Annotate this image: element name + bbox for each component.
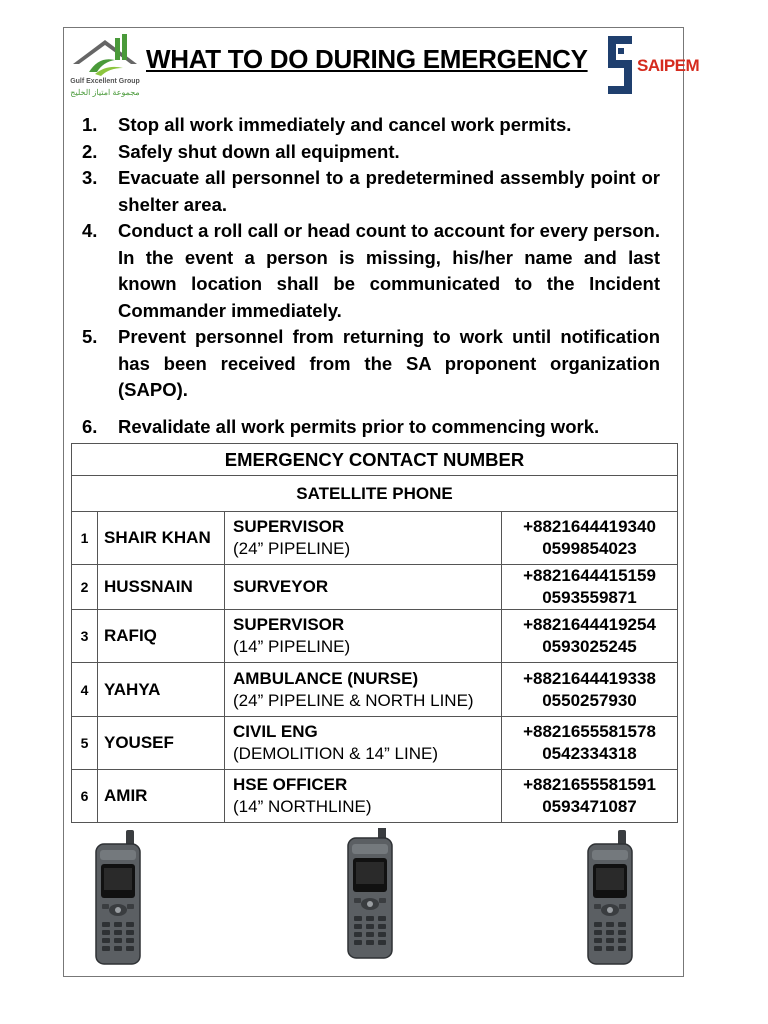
saipem-mark-icon	[606, 34, 634, 96]
emergency-steps	[82, 112, 660, 440]
step-item	[82, 324, 660, 404]
gulf-excellent-logo	[67, 34, 143, 100]
step-text: Safely shut down all equipment.	[118, 140, 400, 162]
contact-phones	[502, 717, 678, 770]
step-text: Revalidate all work permits prior to commencing work.	[118, 415, 600, 437]
mobile-number: 0550257930	[542, 690, 637, 710]
contact-name: SHAIR KHAN	[98, 512, 225, 565]
contact-role	[225, 717, 502, 770]
step-number: 4.	[82, 220, 98, 241]
step-number: 3.	[82, 167, 98, 188]
row-number: 3	[72, 610, 98, 663]
role-detail: (14” PIPELINE)	[233, 637, 351, 656]
contact-phones	[502, 610, 678, 663]
step-text: Conduct a roll call or head count to account for every person. In the event a person is missing, his/her name and last known location shall be communicated to the Incident Commander immediately.	[118, 220, 660, 321]
step-item	[82, 139, 660, 166]
role-title: AMBULANCE (NURSE)	[233, 668, 419, 688]
mobile-number: 0542334318	[542, 744, 637, 763]
step-item	[82, 165, 660, 218]
step-text: Evacuate all personnel to a predetermined assembly point or shelter area.	[118, 167, 660, 215]
table-row	[72, 663, 678, 717]
role-title: SUPERVISOR	[233, 615, 345, 634]
contact-role	[225, 663, 502, 717]
contact-phones	[502, 512, 678, 565]
page-title: WHAT TO DO DURING EMERGENCY	[146, 44, 588, 74]
saipem-wordmark: SAIPEM	[637, 56, 700, 75]
satellite-phone-icon	[96, 830, 140, 964]
table-row	[72, 717, 678, 770]
contact-name: HUSSNAIN	[98, 565, 225, 610]
mobile-number: 0599854023	[542, 539, 637, 558]
contact-name: YOUSEF	[98, 717, 225, 770]
step-number: 6.	[82, 415, 98, 437]
row-number: 6	[72, 770, 98, 823]
gulf-logo-caption-ar: مجموعة امتياز الخليج	[70, 88, 140, 97]
sat-phone-number: +8821644415159	[523, 566, 656, 585]
contact-name: YAHYA	[98, 663, 225, 717]
emergency-contact-table	[71, 443, 678, 823]
satellite-phone-illustrations	[0, 828, 768, 968]
step-number: 1.	[82, 114, 98, 135]
role-detail: (14” NORTHLINE)	[233, 797, 372, 816]
step-number: 2.	[82, 140, 98, 162]
row-number: 1	[72, 512, 98, 565]
table-row	[72, 565, 678, 610]
contact-role	[225, 565, 502, 610]
row-number: 5	[72, 717, 98, 770]
sat-phone-number: +8821644419340	[523, 517, 656, 536]
table-row	[72, 610, 678, 663]
step-item	[82, 112, 660, 139]
step-item	[82, 414, 660, 441]
step-text: Prevent personnel from returning to work until notification has been received from the SA proponent organization (SAPO).	[118, 326, 660, 400]
sat-phone-number: +8821644419254	[523, 615, 656, 634]
gulf-logo-icon	[67, 34, 143, 78]
saipem-logo	[606, 34, 700, 96]
mobile-number: 0593471087	[542, 797, 637, 816]
contact-role	[225, 512, 502, 565]
role-detail: (DEMOLITION & 14” LINE)	[233, 744, 438, 763]
sat-phone-number: +8821655581578	[523, 722, 656, 741]
contact-phones	[502, 663, 678, 717]
contact-name: AMIR	[98, 770, 225, 823]
contact-role	[225, 610, 502, 663]
row-number: 2	[72, 565, 98, 610]
role-title: SURVEYOR	[233, 577, 329, 596]
satellite-phone-icon	[348, 828, 392, 958]
mobile-number: 0593025245	[542, 637, 637, 656]
table-row	[72, 512, 678, 565]
row-number: 4	[72, 663, 98, 717]
step-item	[82, 218, 660, 324]
contact-table-subheading: SATELLITE PHONE	[72, 476, 678, 512]
contact-phones	[502, 770, 678, 823]
role-detail: (24” PIPELINE)	[233, 539, 351, 558]
contact-name: RAFIQ	[98, 610, 225, 663]
role-detail: (24” PIPELINE & NORTH LINE)	[233, 690, 474, 710]
step-text: Stop all work immediately and cancel work permits.	[118, 114, 572, 135]
mobile-number: 0593559871	[542, 588, 637, 607]
contact-phones	[502, 565, 678, 610]
step-number: 5.	[82, 326, 98, 347]
table-row	[72, 770, 678, 823]
sat-phone-number: +8821644419338	[523, 668, 656, 688]
gulf-logo-caption-en: Gulf Excellent Group	[70, 78, 140, 85]
sat-phone-number: +8821655581591	[523, 775, 656, 794]
role-title: CIVIL ENG	[233, 722, 318, 741]
contact-role	[225, 770, 502, 823]
role-title: SUPERVISOR	[233, 517, 345, 536]
satellite-phone-icon	[588, 830, 632, 964]
role-title: HSE OFFICER	[233, 775, 348, 794]
contact-table-heading: EMERGENCY CONTACT NUMBER	[72, 444, 678, 476]
